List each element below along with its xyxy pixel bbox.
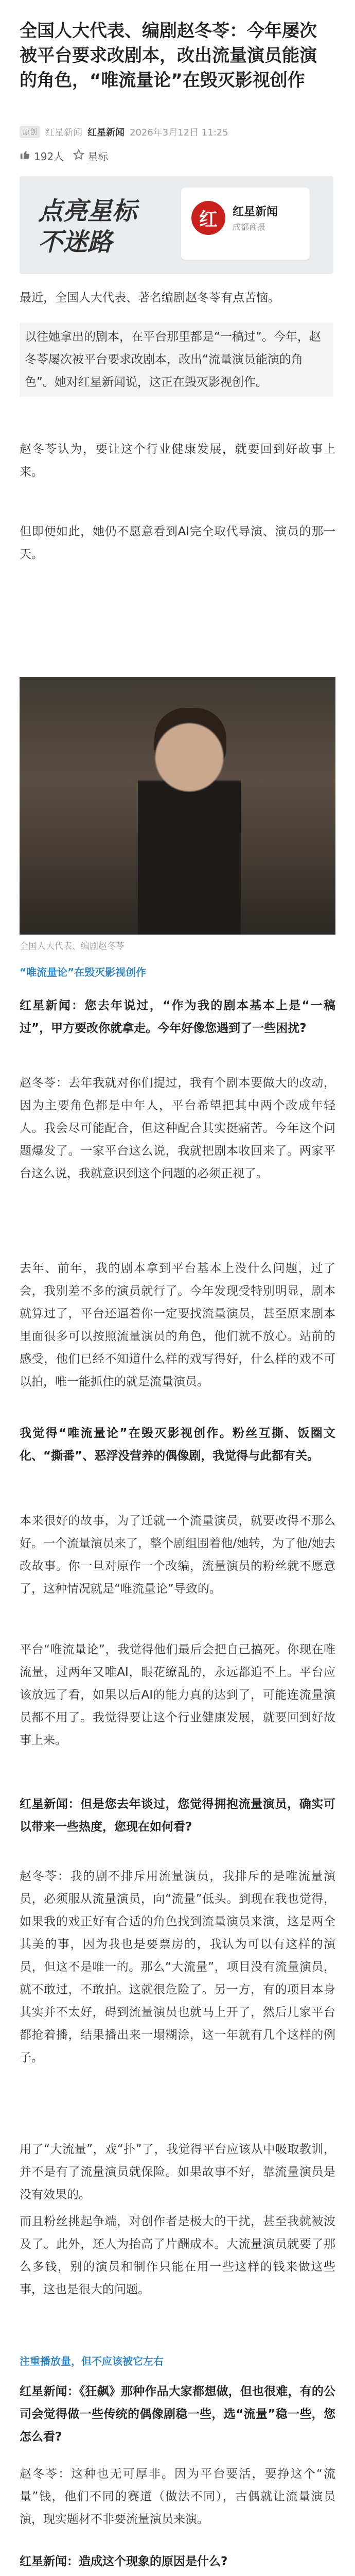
like-icon	[20, 149, 31, 163]
highlight-paragraph: 以往她拿出的剧本，在平台那里都是“一稿过”。今年，赵冬苓屡次被平台要求改剧本，改出“流量演员能演的角色”。她对红星新闻说，这正在毁灭影视创作。	[20, 323, 333, 397]
qa-answer: 赵冬苓：我的剧不排斥用流量演员，我排斥的是唯流量演员，必须服从流量演员，向“流量”低头。到现在我也觉得，如果我的戏正好有合适的角色找到流量演员来演，这是两全其美的事，因为我也是要票房的，我认为可以有这样的演员，但这不是唯一的。那么“大流量”，项目没有流量演员，就不敢过，不敢拍。这就很危险了。另一方，有的项目本身其实并不太好，碍到流量演员也就马上开了，然后几家平台都抢着播，结果播出来一塌糊涂，这一年就有几个这样的例子。	[20, 1870, 335, 2064]
star-button[interactable]	[73, 148, 108, 163]
portrait-photo	[20, 677, 335, 935]
brand-sub: 成都商报	[233, 222, 266, 232]
paragraph: 赵冬苓认为，要让这个行业健康发展，就要回到好故事上来。	[20, 443, 335, 479]
original-tag: 原创	[20, 126, 40, 138]
source-name-link[interactable]: 红星新闻	[87, 127, 125, 138]
section-heading-text: “唯流量论”在毁灭影视创作	[20, 966, 147, 978]
article-meta	[20, 125, 228, 139]
qa-emphasis: 我觉得“唯流量论”在毁灭影视创作。粉丝互撕、饭圈文化、“撕番”、恶浮没营养的偶像剧，我觉得与此都有关。	[20, 1427, 335, 1463]
section-heading-text: 注重播放量，但不应该被它左右	[20, 2355, 164, 2367]
banner-slogan-line2: 不迷路	[38, 228, 113, 257]
qa-answer: 赵冬苓：这种也无可厚非。因为平台要活，要挣这个“流量”钱，他们不同的赛道（做法不同），古偶就让流量演员演，现实题材不非要流量演员来演。	[20, 2467, 335, 2526]
like-count-text: 192人	[34, 150, 64, 163]
paragraph: 但即便如此，她仍不愿意看到AI完全取代导演、演员的那一天。	[20, 525, 335, 561]
article-actions	[20, 148, 108, 163]
follow-banner	[20, 176, 333, 274]
article-title: 全国人大代表、编剧赵冬苓：今年屡次被平台要求改剧本，改出流量演员能演的角色，“唯流量论”在毁灭影视创作	[20, 21, 317, 91]
star-icon	[73, 149, 84, 163]
qa-question: 红星新闻：《狂飙》那种作品大家都想做，但也很难，有的公司会觉得做一些传统的偶像剧稳一些，选“流量”稳一些，您怎么看?	[20, 2385, 335, 2444]
qa-answer: 去年、前年，我的剧本拿到平台基本上没什么问题，过了会，我别差不多的演员就行了。今年发现受特别明显，剧本就算过了，平台还逼着你一定要找流量演员，甚至原来剧本里面很多可以按照流量演员的角色，他们就不放心。站前的感受，他们已经不知道什么样的戏写得好，什么样的戏不可以拍，唯一能抓住的就是流量演员。	[20, 1262, 335, 1388]
star-label: 星标	[87, 150, 109, 163]
brand-logo: 红	[191, 201, 225, 235]
qa-question: 红星新闻：造成这个现象的原因是什么?	[20, 2555, 228, 2568]
publish-date: 2026年3月12日 11:25	[130, 127, 228, 138]
section-heading	[20, 2353, 164, 2369]
photo-caption: 全国人大代表、编剧赵冬苓	[20, 941, 125, 952]
qa-question: 红星新闻：您去年说过，“作为我的剧本基本上是“一稿过”，甲方要改你就拿走。今年好像您遇到了一些困扰?	[20, 999, 335, 1035]
banner-slogan-line1: 点亮星标	[38, 197, 137, 226]
qa-answer: 用了“大流量”，戏“扑”了，我觉得平台应该从中吸取教训，并不是有了流量演员就保险。如果故事不好，靠流量演员是没有效果的。	[20, 2143, 335, 2201]
like-count[interactable]	[20, 148, 64, 163]
qa-answer: 本来很好的故事，为了迁就一个流量演员，就要改得不那么好。一个流量演员来了，整个剧组围着他/她转，为了他/她去改故事。你一旦对原作一个改编，流量演员的粉丝就不愿意了，这种情况就是“唯流量论”导致的。	[20, 1514, 335, 1596]
section-heading	[20, 964, 146, 980]
qa-answer: 而且粉丝挑起争端，对创作者是极大的干扰，甚至我就被波及了。此外，还人为抬高了片酬成本。大流量演员就要了那么多钱，别的演员和制作只能在用一些这样的钱来做这些事，这也是很大的问题。	[20, 2215, 335, 2296]
qa-question: 红星新闻：但是您去年谈过，您觉得拥抱流量演员，确实可以带来一些热度，您现在如何看?	[20, 1798, 335, 1834]
qa-answer: 平台“唯流量论”，我觉得他们最后会把自己搞死。你现在唯流量，过两年又唯AI，眼花缭乱的，永远都追不上。平台应该放远了看，如果以后AI的能力真的达到了，可能连流量演员都不用了。我觉得要让这个行业健康发展，就要回到好故事上来。	[20, 1643, 335, 1747]
brand-card[interactable]	[181, 188, 310, 260]
banner-slogan	[38, 196, 137, 258]
paragraph: 最近，全国人大代表、著名编剧赵冬苓有点苦恼。	[20, 291, 280, 304]
qa-answer: 赵冬苓：去年我就对你们提过，我有个剧本要做大的改动，因为主要角色都是中年人，平台希望把其中两个改成年轻人。我会尽可能配合，但这种配合其实挺痛苦。今年这个问题爆发了。一家平台这么说，我就把剧本收回来了。两家平台这么说，我就意识到这个问题的必须正视了。	[20, 1076, 335, 1180]
portrait-figure	[138, 713, 241, 935]
source-label: 红星新闻	[45, 127, 82, 138]
brand-name: 红星新闻	[233, 206, 278, 218]
